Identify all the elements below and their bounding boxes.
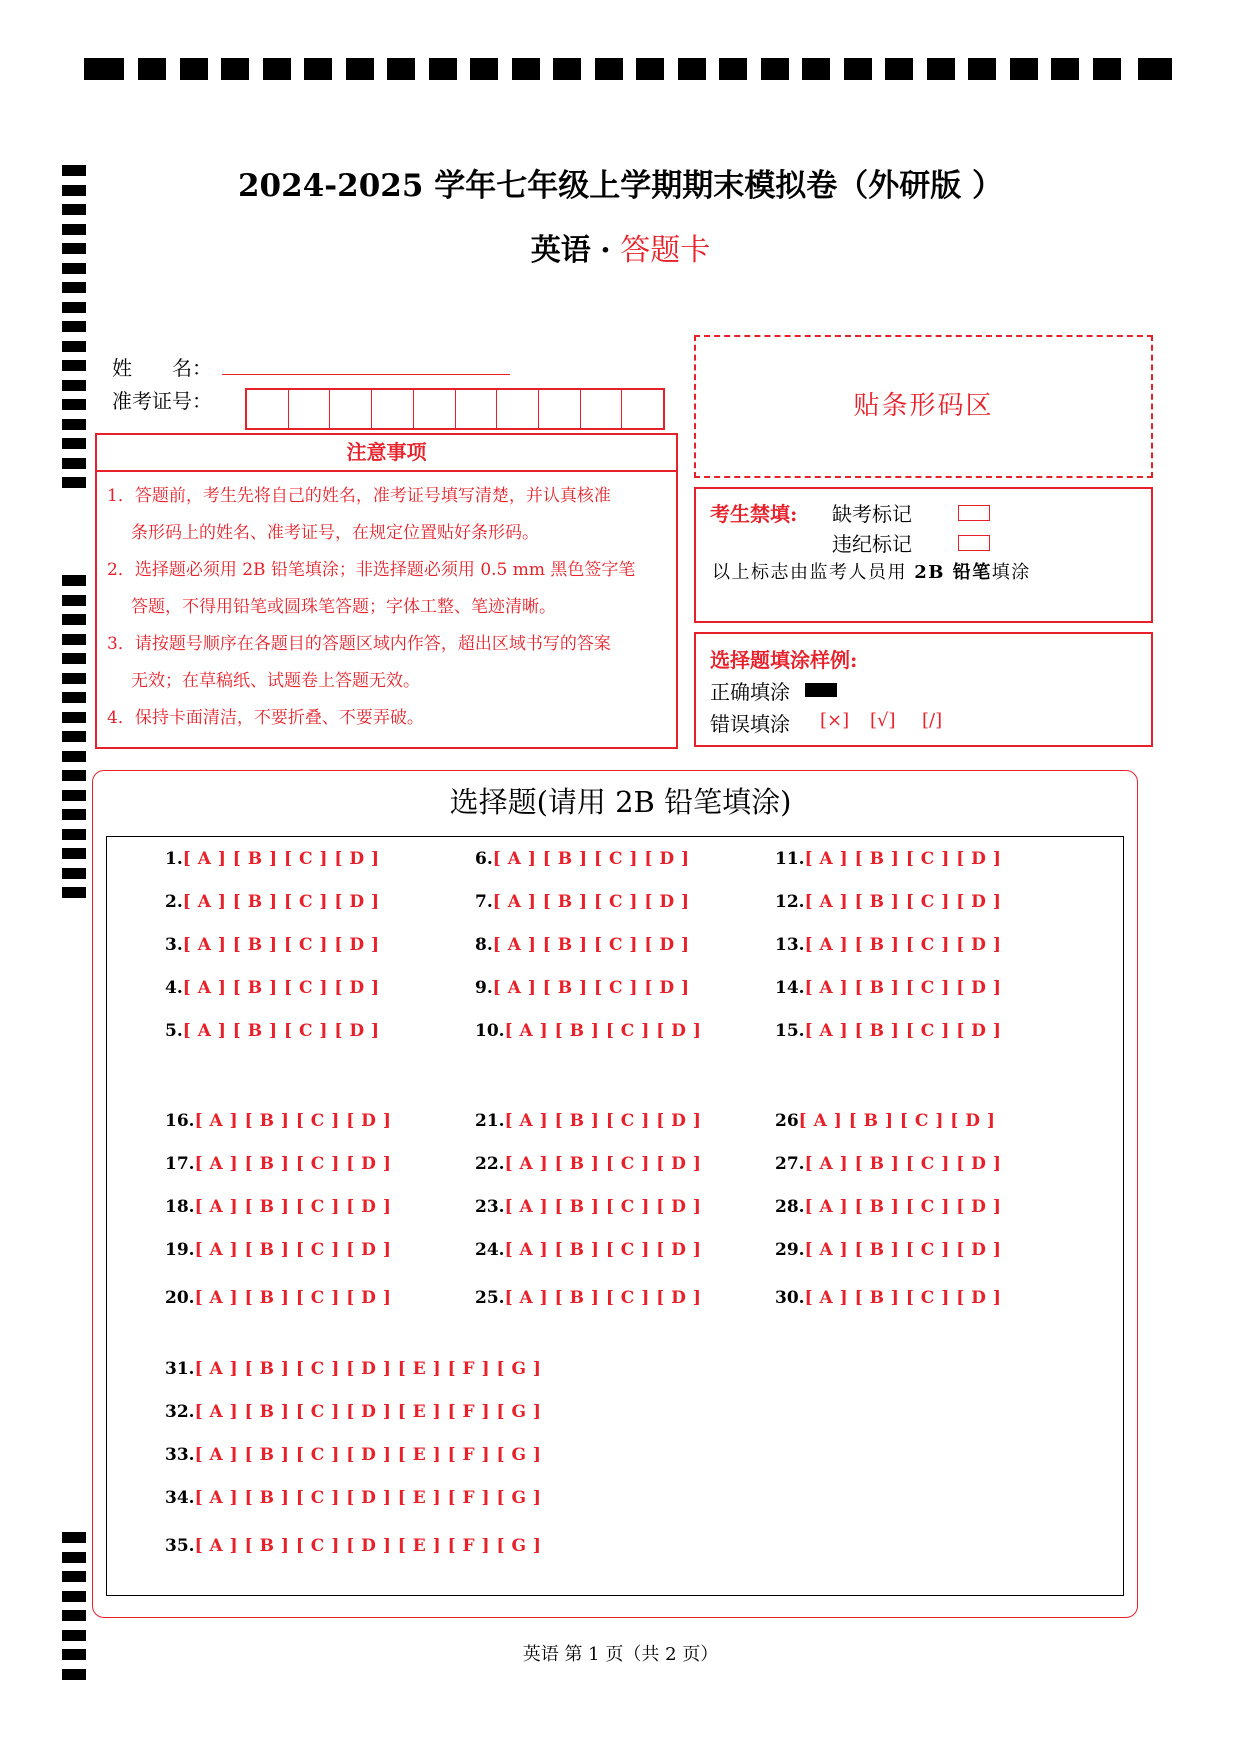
question-row bbox=[775, 1021, 1001, 1041]
question-row bbox=[165, 978, 380, 998]
answer-bubbles[interactable]: [ A ] [ B ] [ C ] [ D ] [ E ] [ F ] [ G ] bbox=[194, 1536, 542, 1556]
question-number: 17. bbox=[165, 1154, 195, 1174]
wrong-fill-label: 错误填涂 bbox=[710, 712, 790, 736]
question-row bbox=[775, 849, 1001, 869]
name-label: 姓 名： bbox=[112, 356, 212, 380]
question-row bbox=[165, 1154, 391, 1174]
question-row bbox=[165, 1536, 541, 1556]
answer-bubbles[interactable]: [ A ] [ B ] [ C ] [ D ] bbox=[504, 1197, 702, 1217]
question-row bbox=[165, 1402, 541, 1422]
absent-label: 缺考标记 bbox=[832, 502, 912, 526]
forbidden-note bbox=[712, 558, 1031, 584]
question-number: 6. bbox=[475, 849, 493, 869]
question-row bbox=[475, 1154, 701, 1174]
answer-bubbles[interactable]: [ A ] [ B ] [ C ] [ D ] bbox=[182, 978, 380, 998]
notice-heading: 注意事项 bbox=[95, 433, 678, 472]
question-number: 35. bbox=[165, 1536, 195, 1556]
question-number: 23. bbox=[475, 1197, 505, 1217]
question-number: 4. bbox=[165, 978, 183, 998]
forbidden-note-bold: 2B 铅笔 bbox=[914, 562, 992, 583]
question-number: 16. bbox=[165, 1111, 195, 1131]
answer-bubbles[interactable]: [ A ] [ B ] [ C ] [ D ] bbox=[182, 935, 380, 955]
question-number: 13. bbox=[775, 935, 805, 955]
wrong-mark-x: [×] bbox=[820, 710, 850, 731]
notice-line: 3．请按题号顺序在各题目的答题区域内作答，超出区域书写的答案 bbox=[107, 634, 611, 654]
answer-bubbles[interactable]: [ A ] [ B ] [ C ] [ D ] bbox=[182, 849, 380, 869]
subject-label: 英语 bbox=[530, 233, 591, 268]
violation-mark-box[interactable] bbox=[958, 535, 990, 551]
answer-bubbles[interactable]: [ A ] [ B ] [ C ] [ D ] [ E ] [ F ] [ G ] bbox=[194, 1402, 542, 1422]
answer-bubbles[interactable]: [ A ] [ B ] [ C ] [ D ] bbox=[492, 935, 690, 955]
question-row bbox=[775, 1197, 1001, 1217]
question-row bbox=[165, 1445, 541, 1465]
answer-bubbles[interactable]: [ A ] [ B ] [ C ] [ D ] bbox=[492, 892, 690, 912]
question-row bbox=[475, 1111, 701, 1131]
question-number: 11. bbox=[775, 849, 805, 869]
question-row bbox=[165, 1288, 391, 1308]
section-title: 选择题(请用 2B 铅笔填涂) bbox=[449, 785, 792, 819]
question-number: 30. bbox=[775, 1288, 805, 1308]
name-field[interactable] bbox=[222, 374, 510, 375]
question-number: 28. bbox=[775, 1197, 805, 1217]
answer-bubbles[interactable]: [ A ] [ B ] [ C ] [ D ] bbox=[804, 1288, 1002, 1308]
answer-bubbles[interactable]: [ A ] [ B ] [ C ] [ D ] [ E ] [ F ] [ G ] bbox=[194, 1445, 542, 1465]
answer-bubbles[interactable]: [ A ] [ B ] [ C ] [ D ] bbox=[194, 1240, 392, 1260]
answer-bubbles[interactable]: [ A ] [ B ] [ C ] [ D ] bbox=[194, 1288, 392, 1308]
answer-bubbles[interactable]: [ A ] [ B ] [ C ] [ D ] bbox=[492, 978, 690, 998]
answer-bubbles[interactable]: [ A ] [ B ] [ C ] [ D ] bbox=[194, 1154, 392, 1174]
question-row bbox=[475, 1197, 701, 1217]
answer-bubbles[interactable]: [ A ] [ B ] [ C ] [ D ] bbox=[804, 892, 1002, 912]
subtitle-separator: · bbox=[600, 233, 611, 268]
notice-line: 无效；在草稿纸、试题卷上答题无效。 bbox=[131, 671, 420, 691]
question-number: 27. bbox=[775, 1154, 805, 1174]
question-row bbox=[165, 849, 380, 869]
question-row bbox=[475, 1240, 701, 1260]
answer-bubbles[interactable]: [ A ] [ B ] [ C ] [ D ] bbox=[504, 1111, 702, 1131]
question-row bbox=[165, 892, 380, 912]
question-number: 29. bbox=[775, 1240, 805, 1260]
sample-label: 选择题填涂样例: bbox=[710, 648, 858, 672]
question-row bbox=[165, 935, 380, 955]
answer-bubbles[interactable]: [ A ] [ B ] [ C ] [ D ] [ E ] [ F ] [ G ] bbox=[194, 1488, 542, 1508]
answer-bubbles[interactable]: [ A ] [ B ] [ C ] [ D ] bbox=[804, 1154, 1002, 1174]
question-row bbox=[775, 1288, 1001, 1308]
forbidden-label: 考生禁填: bbox=[710, 502, 798, 526]
notice-line: 2．选择题必须用 2B 铅笔填涂；非选择题必须用 0.5 mm 黑色签字笔 bbox=[107, 560, 636, 580]
question-number: 26 bbox=[775, 1111, 799, 1131]
answer-bubbles[interactable]: [ A ] [ B ] [ C ] [ D ] bbox=[194, 1111, 392, 1131]
top-timing-marks bbox=[84, 58, 1172, 80]
question-number: 19. bbox=[165, 1240, 195, 1260]
question-number: 7. bbox=[475, 892, 493, 912]
wrong-mark-slash: [/] bbox=[922, 710, 943, 731]
answer-bubbles[interactable]: [ A ] [ B ] [ C ] [ D ] bbox=[504, 1288, 702, 1308]
violation-label: 违纪标记 bbox=[832, 532, 912, 556]
question-number: 25. bbox=[475, 1288, 505, 1308]
question-row bbox=[775, 1240, 1001, 1260]
question-number: 24. bbox=[475, 1240, 505, 1260]
question-row bbox=[475, 1021, 701, 1041]
answer-bubbles[interactable]: [ A ] [ B ] [ C ] [ D ] bbox=[804, 1021, 1002, 1041]
exam-id-label: 准考证号： bbox=[112, 389, 212, 413]
question-row bbox=[165, 1111, 391, 1131]
absent-mark-box[interactable] bbox=[958, 505, 990, 521]
question-number: 21. bbox=[475, 1111, 505, 1131]
question-number: 10. bbox=[475, 1021, 505, 1041]
exam-id-field[interactable] bbox=[245, 388, 665, 430]
question-number: 2. bbox=[165, 892, 183, 912]
question-row bbox=[775, 892, 1001, 912]
answer-bubbles[interactable]: [ A ] [ B ] [ C ] [ D ] bbox=[804, 1240, 1002, 1260]
question-number: 33. bbox=[165, 1445, 195, 1465]
answer-bubbles[interactable]: [ A ] [ B ] [ C ] [ D ] bbox=[504, 1021, 702, 1041]
answer-bubbles[interactable]: [ A ] [ B ] [ C ] [ D ] bbox=[504, 1240, 702, 1260]
question-row bbox=[165, 1240, 391, 1260]
notice-line: 答题，不得用铅笔或圆珠笔答题；字体工整、笔迹清晰。 bbox=[131, 597, 556, 617]
question-number: 12. bbox=[775, 892, 805, 912]
question-row bbox=[165, 1197, 391, 1217]
answer-bubbles[interactable]: [ A ] [ B ] [ C ] [ D ] [ E ] [ F ] [ G ] bbox=[194, 1359, 542, 1379]
question-row bbox=[475, 849, 690, 869]
question-number: 32. bbox=[165, 1402, 195, 1422]
question-row bbox=[165, 1359, 541, 1379]
notice-line: 1．答题前，考生先将自己的姓名，准考证号填写清楚，并认真核准 bbox=[107, 486, 611, 506]
question-row bbox=[775, 935, 1001, 955]
question-row bbox=[475, 935, 690, 955]
question-number: 20. bbox=[165, 1288, 195, 1308]
answer-bubbles[interactable]: [ A ] [ B ] [ C ] [ D ] bbox=[804, 978, 1002, 998]
question-number: 14. bbox=[775, 978, 805, 998]
wrong-mark-check: [√] bbox=[870, 710, 896, 731]
answer-bubbles[interactable]: [ A ] [ B ] [ C ] [ D ] bbox=[804, 935, 1002, 955]
barcode-area: 贴条形码区 bbox=[694, 335, 1153, 478]
question-number: 5. bbox=[165, 1021, 183, 1041]
page-subtitle bbox=[0, 225, 1241, 269]
question-number: 3. bbox=[165, 935, 183, 955]
correct-fill-sample bbox=[805, 683, 837, 697]
question-number: 1. bbox=[165, 849, 183, 869]
notice-line: 条形码上的姓名、准考证号，在规定位置贴好条形码。 bbox=[131, 523, 539, 543]
answer-bubbles[interactable]: [ A ] [ B ] [ C ] [ D ] bbox=[194, 1197, 392, 1217]
answer-bubbles[interactable]: [ A ] [ B ] [ C ] [ D ] bbox=[504, 1154, 702, 1174]
question-row bbox=[775, 1111, 995, 1131]
question-number: 34. bbox=[165, 1488, 195, 1508]
answer-bubbles[interactable]: [ A ] [ B ] [ C ] [ D ] bbox=[492, 849, 690, 869]
card-name-label: 答题卡 bbox=[620, 233, 711, 268]
question-number: 15. bbox=[775, 1021, 805, 1041]
question-row bbox=[475, 892, 690, 912]
question-number: 9. bbox=[475, 978, 493, 998]
question-row bbox=[775, 1154, 1001, 1174]
answer-grid bbox=[106, 836, 1124, 1596]
answer-bubbles[interactable]: [ A ] [ B ] [ C ] [ D ] bbox=[804, 849, 1002, 869]
question-number: 31. bbox=[165, 1359, 195, 1379]
question-row bbox=[165, 1488, 541, 1508]
answer-bubbles[interactable]: [ A ] [ B ] [ C ] [ D ] bbox=[182, 1021, 380, 1041]
notice-line: 4．保持卡面清洁，不要折叠、不要弄破。 bbox=[107, 708, 424, 728]
page-title: 2024-2025 学年七年级上学期期末模拟卷（外研版 ） bbox=[237, 168, 1003, 204]
question-row bbox=[475, 978, 690, 998]
question-row bbox=[165, 1021, 380, 1041]
question-number: 8. bbox=[475, 935, 493, 955]
answer-bubbles[interactable]: [ A ] [ B ] [ C ] [ D ] bbox=[182, 892, 380, 912]
correct-fill-label: 正确填涂 bbox=[710, 680, 790, 704]
answer-bubbles[interactable]: [ A ] [ B ] [ C ] [ D ] bbox=[798, 1111, 996, 1131]
question-number: 22. bbox=[475, 1154, 505, 1174]
question-row bbox=[775, 978, 1001, 998]
question-number: 18. bbox=[165, 1197, 195, 1217]
page-footer: 英语 第 1 页（共 2 页） bbox=[522, 1644, 719, 1665]
forbidden-note-text: 以上标志由监考人员用 bbox=[712, 562, 915, 583]
answer-bubbles[interactable]: [ A ] [ B ] [ C ] [ D ] bbox=[804, 1197, 1002, 1217]
question-row bbox=[475, 1288, 701, 1308]
notice-box bbox=[95, 470, 678, 749]
forbidden-note-text: 填涂 bbox=[991, 562, 1031, 583]
